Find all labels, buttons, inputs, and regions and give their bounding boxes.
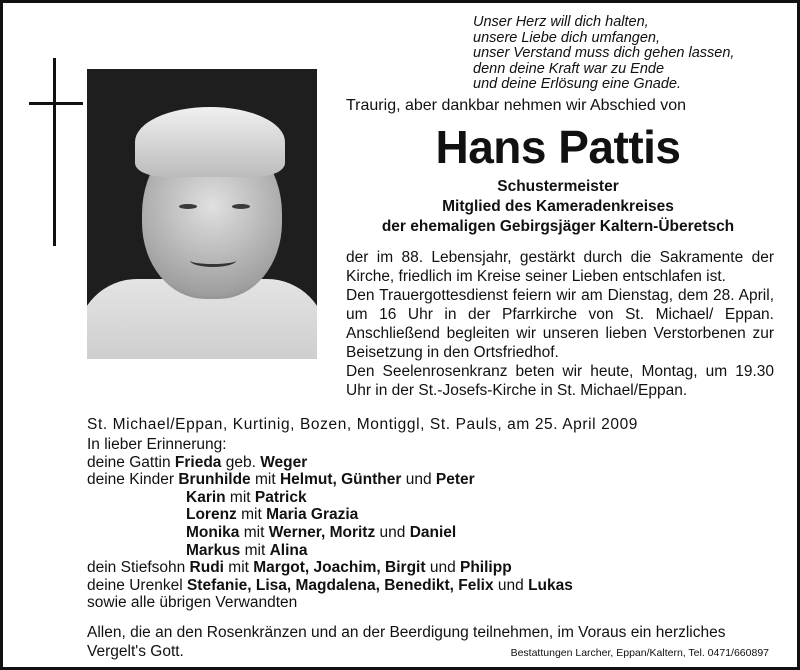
poem-line: Unser Herz will dich halten, [473,14,649,30]
photo-eye [179,204,197,209]
family-greatgrandchildren: deine Urenkel Stefanie, Lisa, Magdalena, Benedikt, Felix und Lukas [87,576,573,594]
family-child: Markus mit Alina [186,541,308,559]
poem [473,15,793,93]
cross-icon-bar [29,102,83,105]
family-wife: deine Gattin Frieda geb. Weger [87,453,308,471]
family-others: sowie alle übrigen Verwandten [87,594,298,612]
paragraph: der im 88. Lebensjahr, gestärkt durch die Sakramente der Kirche, friedlich im Kreise seiner Lieben entschlafen ist. [346,249,774,285]
title-line: Mitglied des Kameradenkreises [442,198,674,215]
photo-eye [232,204,250,209]
poem-line: denn deine Kraft war zu Ende [473,60,665,77]
title-line: Schustermeister [497,178,619,195]
cross-icon [53,58,56,246]
poem-line: unsere Liebe dich umfangen, [473,29,661,46]
poem-line: unser Verstand muss dich gehen lassen, [473,45,735,61]
poem-line: und deine Erlösung eine Gnade. [473,76,681,92]
portrait-photo [87,69,317,359]
family-child: Monika mit Werner, Moritz und Daniel [186,523,457,541]
closing-text: Allen, die an den Rosenkränzen und an der Beerdigung teilnehmen, im Voraus ein herzliches Vergelt's Gott. [87,624,726,660]
family-child: Karin mit Patrick [186,488,307,506]
photo-smile [190,254,236,267]
announcement-body [346,248,774,400]
titles [343,177,773,237]
paragraph: Den Trauergottesdienst feiern wir am Dienstag, dem 28. April, um 16 Uhr in der Pfarrkirche von St. Michael/ Eppan. Anschließend begleiten wir unseren lieben Verstorbenen zur Beisetzung in den Ortsfriedhof. [346,287,774,361]
photo-hair [135,107,285,177]
place-date-line: St. Michael/Eppan, Kurtinig, Bozen, Montiggl, St. Pauls, am 25. April 2009 [87,416,639,433]
intro-text: Traurig, aber dankbar nehmen wir Abschied von [346,97,687,114]
deceased-name: Hans Pattis [435,121,681,173]
family-child: Lorenz mit Maria Grazia [186,506,359,524]
family-heading: In lieber Erinnerung: [87,436,227,453]
family-stepson: dein Stiefsohn Rudi mit Margot, Joachim, Birgit und Philipp [87,559,512,577]
family-child: deine Kinder Brunhilde mit Helmut, Günther und Peter [87,471,475,489]
paragraph: Den Seelenrosenkranz beten wir heute, Montag, um 19.30 Uhr in der St.-Josefs-Kirche in St. Michael/Eppan. [346,363,774,399]
title-line: der ehemaligen Gebirgsjäger Kaltern-Überetsch [381,218,735,235]
funeral-home: Bestattungen Larcher, Eppan/Kaltern, Tel. 0471/660897 [510,647,769,659]
family-list [87,436,787,612]
